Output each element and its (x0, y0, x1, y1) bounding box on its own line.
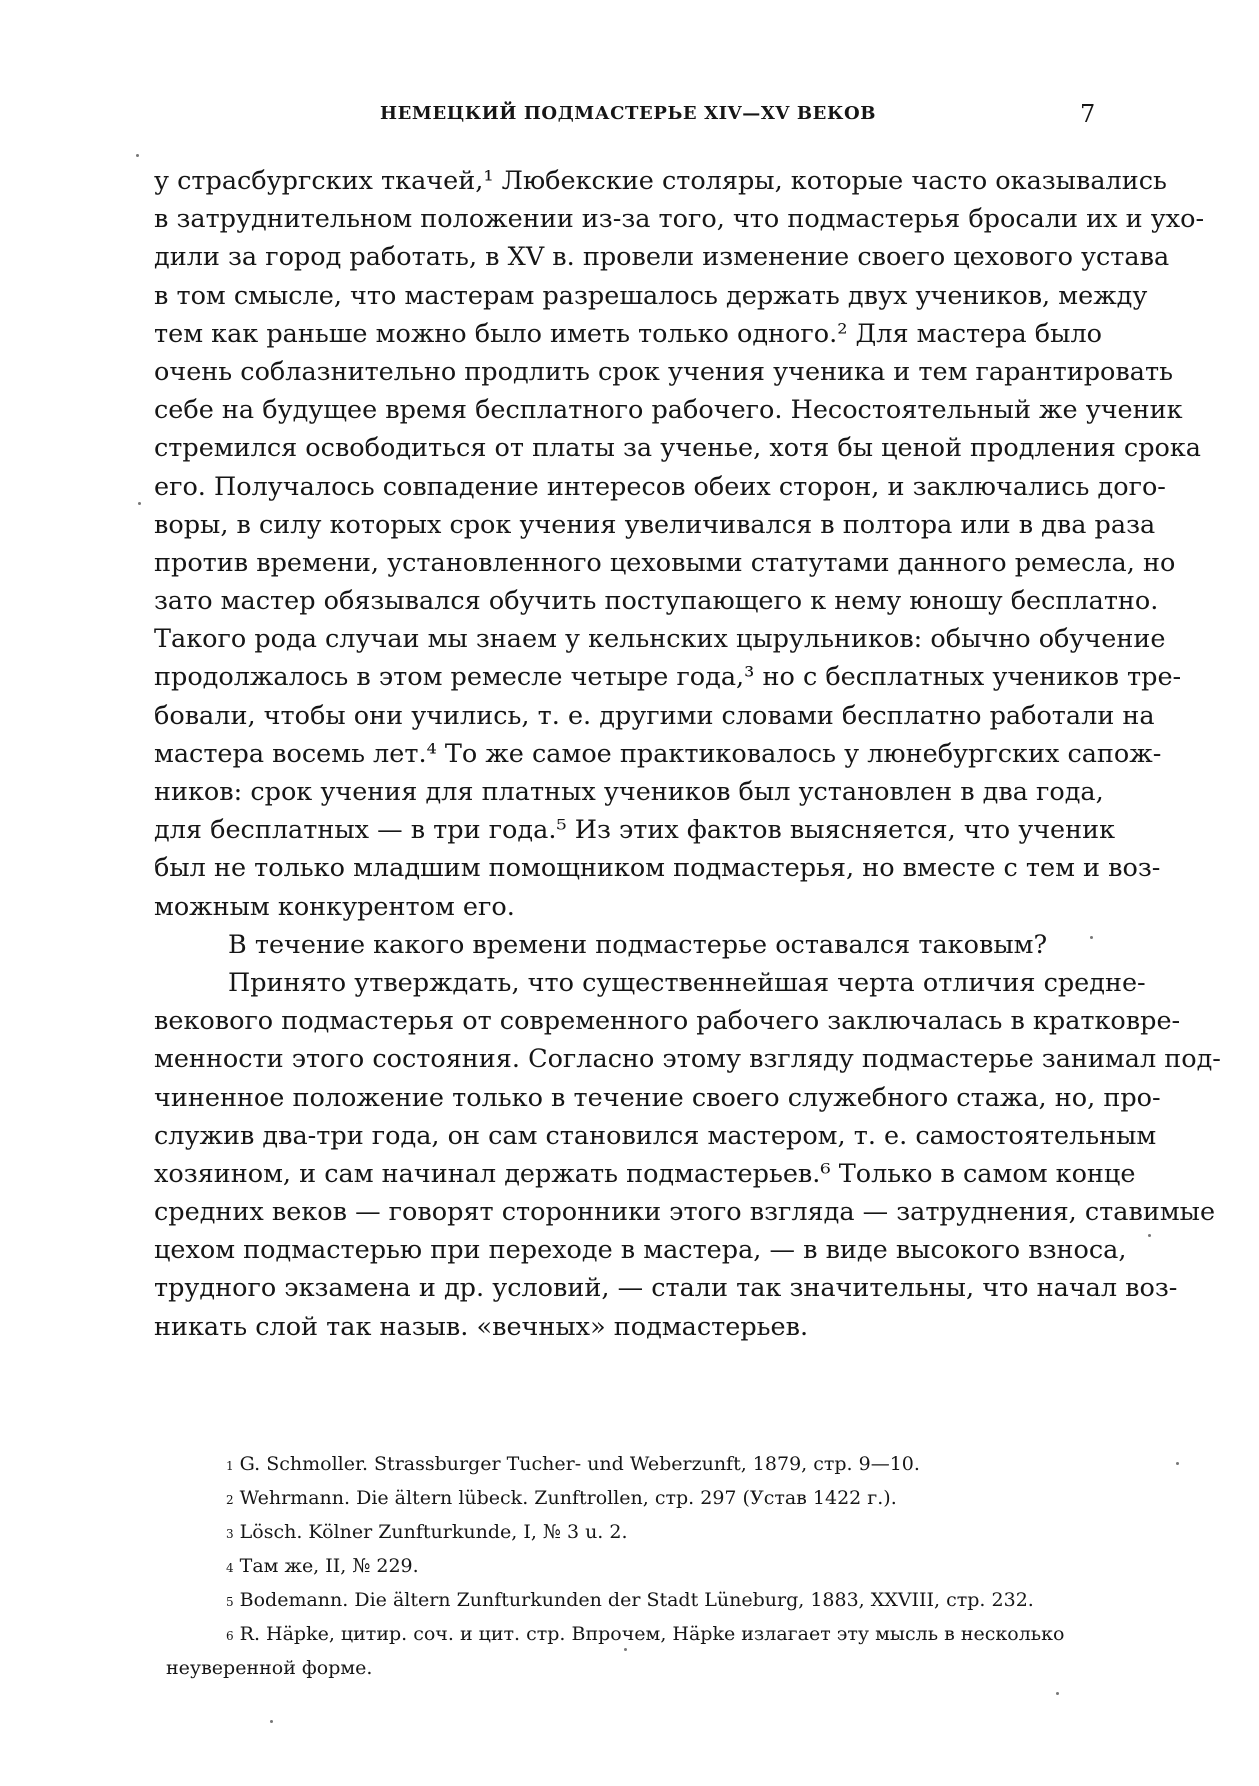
text-line: векового подмастерья от современного рабочего заключалась в кратковре- (154, 1006, 1181, 1037)
footnote-mark: 5 (226, 1595, 234, 1609)
footnote-text: Wehrmann. Die ältern lübeck. Zunftrollen, стр. 297 (Устав 1422 г.). (239, 1487, 897, 1509)
footnote-mark: 4 (226, 1561, 234, 1575)
footnote-mark: 3 (226, 1527, 234, 1541)
text-line: был не только младшим помощником подмастерья, но вместе с тем и воз- (154, 853, 1161, 884)
scan-speck (1090, 936, 1093, 939)
text-line: можным конкурентом его. (154, 891, 515, 922)
page-number: 7 (1080, 100, 1096, 128)
footnote-text: Там же, II, № 229. (239, 1555, 419, 1577)
footnote-text: Bodemann. Die ältern Zunfturkunden der Stadt Lüneburg, 1883, XXVIII, стр. 232. (239, 1589, 1034, 1611)
text-line: цехом подмастерью при переходе в мастера, — в виде высокого взноса, (154, 1235, 1127, 1266)
text-line: продолжалось в этом ремесле четыре года,³ но с бесплатных учеников тре- (154, 662, 1182, 693)
text-line: хозяином, и сам начинал держать подмастерьев.⁶ Только в самом конце (154, 1158, 1136, 1189)
text-line: средних веков — говорят сторонники этого взгляда — затруднения, ставимые (154, 1197, 1216, 1228)
footnotes (166, 1448, 1096, 1684)
running-title: НЕМЕЦКИЙ ПОДМАСТЕРЬЕ XIV—XV ВЕКОВ (380, 103, 877, 124)
footnote (166, 1584, 1096, 1618)
footnote-continuation: неуверенной форме. (166, 1657, 373, 1679)
footnote (166, 1550, 1096, 1584)
footnote (166, 1618, 1096, 1652)
scan-speck (624, 1648, 627, 1651)
paragraph-question: В течение какого времени подмастерье оставался таковым? (228, 929, 1048, 960)
footnote-text: G. Schmoller. Strassburger Tucher- und Weberzunft, 1879, стр. 9—10. (239, 1453, 920, 1475)
text-line: его. Получалось совпадение интересов обеих сторон, и заключались дого- (154, 471, 1166, 502)
text-line: тем как раньше можно было иметь только одного.² Для мастера было (154, 318, 1103, 349)
text-line: служив два-три года, он сам становился мастером, т. е. самостоятельным (154, 1120, 1157, 1151)
scan-speck (1148, 1234, 1151, 1237)
text-line: ников: срок учения для платных учеников был установлен в два года, (154, 777, 1104, 807)
text-line: никать слой так назыв. «вечных» подмастерьев. (154, 1311, 809, 1342)
text-line: мастера восемь лет.⁴ То же самое практиковалось у люнебургских сапож- (154, 738, 1162, 769)
text-line: очень соблазнительно продлить срок учения ученика и тем гарантировать (154, 356, 1173, 387)
text-line: в том смысле, что мастерам разрешалось держать двух учеников, между (154, 280, 1148, 311)
scan-speck (138, 502, 141, 505)
scan-speck (1176, 1462, 1179, 1465)
scan-speck (1056, 1692, 1059, 1695)
footnote (166, 1448, 1096, 1482)
footnote (166, 1516, 1096, 1550)
text-line: зато мастер обязывался обучить поступающего к нему юношу бесплатно. (154, 586, 1159, 617)
text-line: Принято утверждать, что существеннейшая черта отличия средне- (228, 967, 1146, 998)
text-line: трудного экзамена и др. условий, — стали так значительны, что начал воз- (154, 1273, 1178, 1304)
text-line: бовали, чтобы они учились, т. е. другими словами бесплатно работали на (154, 700, 1155, 731)
text-line: у страсбургских ткачей,¹ Любекские столяры, которые часто оказывались (154, 166, 1167, 196)
text-line: менности этого состояния. Согласно этому взгляду подмастерье занимал под- (154, 1044, 1221, 1075)
text-line: в затруднительном положении из-за того, что подмастерья бросали их и ухо- (154, 204, 1205, 235)
text-line: Такого рода случаи мы знаем у кельнских цырульников: обычно обучение (154, 624, 1166, 655)
text-line: воры, в силу которых срок учения увеличивался в полтора или в два раза (154, 509, 1156, 540)
footnote-mark: 2 (226, 1493, 234, 1507)
text-line: стремился освободиться от платы за ученье, хотя бы ценой продления срока (154, 433, 1202, 464)
body-text (154, 162, 1221, 1346)
scan-speck (136, 154, 139, 157)
footnote-text: R. Häpke, цитир. соч. и цит. стр. Впрочем, Häpke излагает эту мысль в несколько (239, 1623, 1065, 1645)
text-line: себе на будущее время бесплатного рабочего. Несостоятельный же ученик (154, 395, 1183, 426)
footnote-text: Lösch. Kölner Zunfturkunde, I, № 3 u. 2. (239, 1521, 628, 1543)
scan-speck (270, 1720, 273, 1723)
footnote-mark: 1 (226, 1459, 234, 1473)
footnote (166, 1482, 1096, 1516)
text-line: против времени, установленного цеховыми статутами данного ремесла, но (154, 547, 1176, 578)
text-line: чиненное положение только в течение своего служебного стажа, но, про- (154, 1082, 1161, 1113)
text-line: дили за город работать, в XV в. провели изменение своего цехового устава (154, 242, 1170, 273)
text-line: для бесплатных — в три года.⁵ Из этих фактов выясняется, что ученик (154, 815, 1116, 846)
footnote-mark: 6 (226, 1629, 234, 1643)
